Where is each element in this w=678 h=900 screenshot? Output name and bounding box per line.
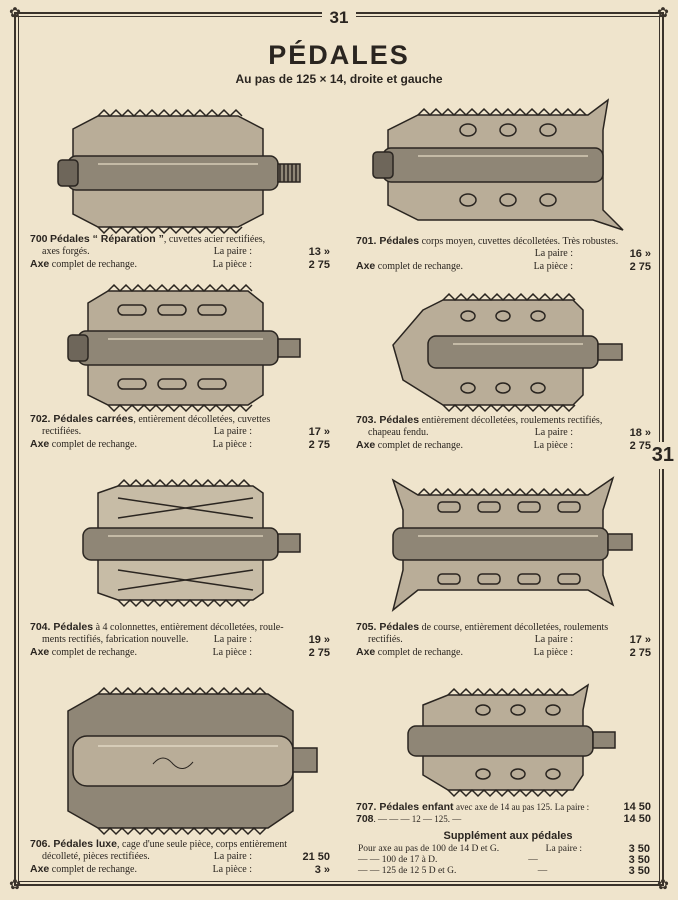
item-701: 701. Pédales corps moyen, cuvettes décolletées. Très robustes. La paire : 16 » Axe complet de rechange. La pièce : 2 75 <box>356 235 651 273</box>
supplement-row: — — 125 de 12 5 D et G. — 3 50 <box>358 865 650 877</box>
supplement-row: — — 100 de 17 à D. — 3 50 <box>358 854 650 866</box>
pedal-700-illustration <box>38 104 308 239</box>
page-number: 31 <box>8 8 670 28</box>
page-title: PÉDALES <box>268 40 410 70</box>
item-700: 700 Pédales “ Réparation ”, cuvettes acier rectifiées, axes forgés. La paire : 13 » Axe complet de rechange. La pièce : 2 75 <box>30 233 330 271</box>
supplement-row: Pour axe au pas de 100 de 14 D et G. La paire : 3 50 <box>358 843 650 855</box>
item-708: 708. — — — 12 — 125. — 14 50 <box>356 813 651 825</box>
corner-rosette-icon: ✿ <box>9 5 21 21</box>
supplement-title: Supplément aux pédales <box>443 830 573 842</box>
corner-rosette-icon: ✿ <box>657 877 669 893</box>
item-705: 705. Pédales de course, entièrement décolletées, roulements rectifiés. La paire : 17 » Axe complet de rechange. La pièce : 2 75 <box>356 621 651 659</box>
pedal-704-illustration <box>53 478 313 608</box>
corner-rosette-icon: ✿ <box>9 877 21 893</box>
item-707: 707. Pédales enfant avec axe de 14 au pas 125. La paire : 14 50 <box>356 801 651 813</box>
pedal-707-illustration <box>393 680 643 800</box>
pedal-702-illustration <box>48 283 308 413</box>
item-703: 703. Pédales entièrement décolletées, roulements rectifiés, chapeau fendu. La paire : 18 » Axe complet de rechange. La pièce : 2 75 <box>356 414 651 452</box>
corner-rosette-icon: ✿ <box>657 5 669 21</box>
item-702: 702. Pédales carrées, entièrement décolletées, cuvettes rectifiées. La paire : 17 » Axe complet de rechange. La pièce : 2 75 <box>30 413 330 451</box>
pedal-703-illustration <box>383 290 643 415</box>
side-page-number: 31 <box>652 442 674 469</box>
pedal-705-illustration <box>378 470 648 615</box>
page-subtitle: Au pas de 125 × 14, droite et gauche <box>235 72 443 86</box>
item-704: 704. Pédales à 4 colonnettes, entièrement décolletées, roule- ments rectifiés, fabrication nouvelle. La paire : 19 » Axe complet de rechange. La pièce : 2 75 <box>30 621 330 659</box>
pedal-701-illustration <box>358 90 643 240</box>
item-706: 706. Pédales luxe, cage d'une seule pièce, corps entièrement décolleté, pièces rectifiées. La paire : 21 50 Axe complet de rechange. La pièce : 3 » <box>30 838 330 876</box>
pedal-706-illustration <box>38 686 328 836</box>
catalog-page <box>8 5 674 893</box>
